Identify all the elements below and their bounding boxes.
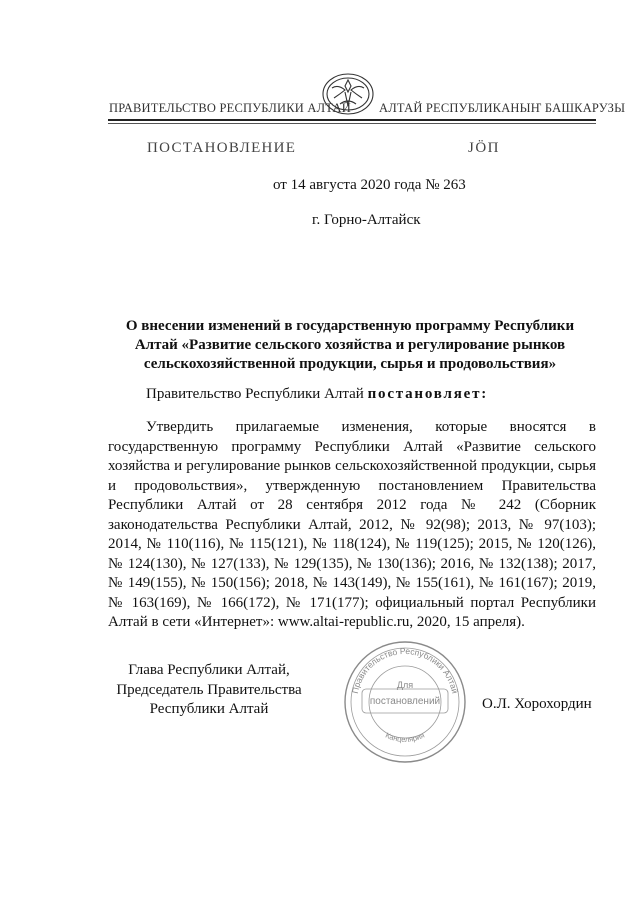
decree-word: постановляет:	[367, 386, 489, 402]
header-rule	[108, 119, 596, 121]
document-date-number: от 14 августа 2020 года № 263	[273, 177, 466, 193]
document-type-russian: ПОСТАНОВЛЕНИЕ	[147, 140, 297, 156]
signatory-line-2: Председатель Правительства	[116, 681, 302, 698]
government-name-altai: АЛТАЙ РЕСПУБЛИКАНЫҤ БАШКАРУЗЫ	[379, 101, 626, 115]
government-name-russian: ПРАВИТЕЛЬСТВО РЕСПУБЛИКИ АЛТАЙ	[109, 101, 351, 115]
signatory-position	[104, 661, 314, 720]
preamble	[146, 386, 488, 403]
document-body: Утвердить прилагаемые изменения, которые вносятся в государственную программу Республики Алтай «Развитие сельского хозяйства и регулирование рынков сельскохозяйственной продукции, сырья и продовольствия», утвержденную постановлением Правительства Республики Алтай от 28 сентября 2012 года № 242 (Сборник законодательства Республики Алтай, 2012, № 92(98); 2013, № 97(103); 2014, № 110(116), № 115(121), № 118(124), № 119(125); 2015, № 120(126), № 124(130), № 127(133), № 129(135), № 130(136); 2016, № 132(138); 2017, № 149(155), № 150(156); 2018, № 143(149), № 155(161), № 161(167); 2019, № 163(169), № 166(172), № 171(177); официальный портал Республики Алтай в сети «Интернет»: www.altai-republic.ru, 2020, 15 апреля).	[108, 419, 596, 630]
document-title: О внесении изменений в государственную программу Республики Алтай «Развитие сельского хозяйства и регулирование рынков сельскохозяйственной продукции, сырья и продовольствия»	[125, 318, 575, 372]
stamp-ring-text-bottom: Канцелярия	[384, 730, 426, 744]
document-city: г. Горно-Алтайск	[312, 212, 421, 228]
signatory-line-3: Республики Алтай	[149, 701, 269, 717]
stamp-center-line-2: постановлений	[369, 696, 441, 707]
signatory-name: О.Л. Хорохордин	[482, 696, 592, 712]
official-stamp	[340, 637, 470, 767]
stamp-center-line-1: Для	[396, 680, 414, 690]
signatory-line-1: Глава Республики Алтай,	[128, 662, 290, 678]
header-rule-thin	[108, 123, 596, 124]
stamp-ring-text: Правительство Республики Алтай	[349, 645, 461, 695]
document-type-altai: ЈӦП	[468, 140, 501, 156]
preamble-lead: Правительство Республики Алтай	[146, 386, 368, 402]
